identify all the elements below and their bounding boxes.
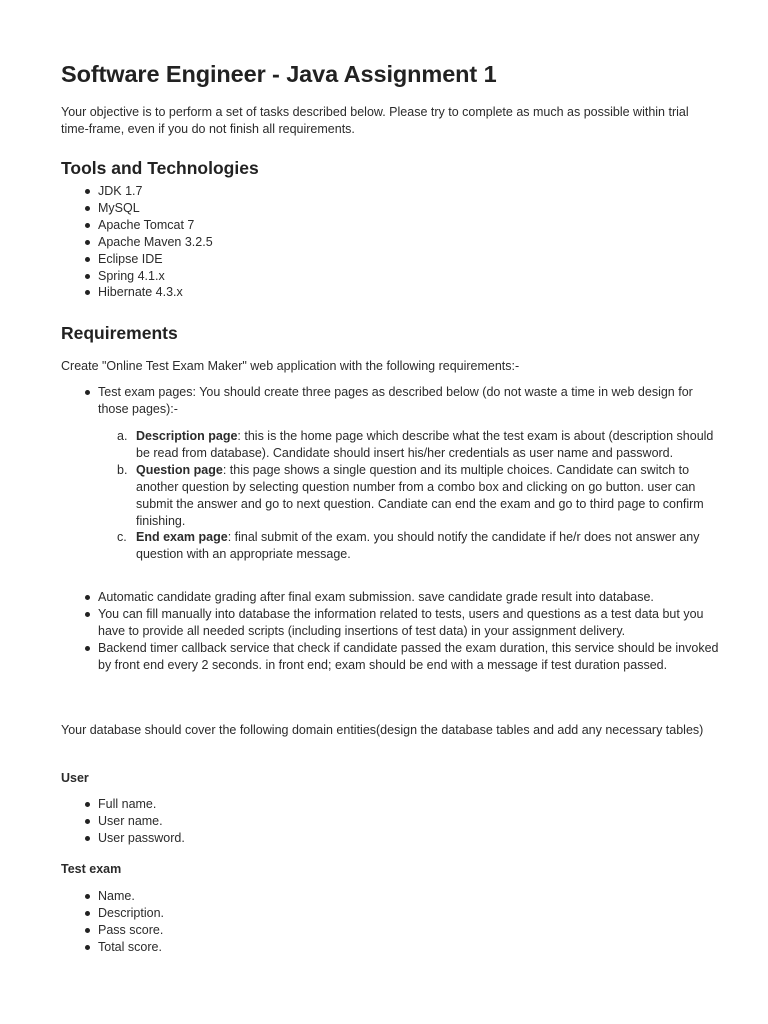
intro-paragraph: Your objective is to perform a set of tasks described below. Please try to complete as much as possible within trial time-frame, even if you do not finish all requirements.	[61, 105, 689, 136]
requirements-lead: Create "Online Test Exam Maker" web application with the following requirements:-	[61, 359, 520, 373]
list-item: Eclipse IDE	[61, 251, 721, 268]
page-term: End exam page	[136, 530, 228, 545]
list-marker: b.	[117, 462, 128, 477]
page-text: : this page shows a single question and its multiple choices. Candidate can switch to another question by selecting question number from a combo box and clicking on go button. user can submit the answer and go to next question. Candiate can end the exam and go to third page to confirm finishing.	[136, 462, 704, 528]
page-term: Description page	[136, 429, 238, 443]
list-item: User password.	[61, 830, 721, 847]
list-item: You can fill manually into database the information related to tests, users and questions as a test data but you have to provide all needed scripts (including insertions of test data) in your assignment delivery.	[61, 606, 721, 640]
list-item: Full name.	[61, 796, 721, 813]
database-lead: Your database should cover the following domain entities(design the database tables and add any necessary tables)	[61, 723, 704, 737]
list-item: Hibernate 4.3.x	[61, 284, 721, 301]
list-item: Backend timer callback service that check if candidate passed the exam duration, this service should be invoked by front end every 2 seconds. in front end; exam should be end with a message if test duration passed.	[61, 640, 721, 674]
list-item: Pass score.	[61, 922, 721, 939]
list-item: User name.	[61, 813, 721, 830]
list-item: Test exam pages: You should create three pages as described below (do not waste a time in web design for those pages):-	[61, 384, 721, 418]
page-text: : this is the home page which describe what the test exam is about (description should be read from database). Candidate should insert his/her credentials as user name and password.	[136, 429, 714, 460]
list-item: Automatic candidate grading after final exam submission. save candidate grade result into database.	[61, 589, 721, 606]
tools-list	[61, 183, 721, 301]
test-exam-list	[61, 888, 721, 956]
page-item-question	[61, 462, 721, 530]
list-item: Apache Tomcat 7	[61, 217, 721, 234]
list-item: Name.	[61, 888, 721, 905]
list-item: JDK 1.7	[61, 183, 721, 200]
user-heading: User	[61, 771, 89, 785]
list-marker: a.	[117, 429, 128, 443]
requirements-heading: Requirements	[61, 323, 178, 343]
list-item: Apache Maven 3.2.5	[61, 234, 721, 251]
list-item: Total score.	[61, 939, 721, 956]
page-term: Question page	[136, 462, 223, 477]
page-item-description	[61, 428, 721, 462]
test-exam-heading: Test exam	[61, 862, 122, 876]
page-text: : final submit of the exam. you should notify the candidate if he/r does not answer any question with an appropriate message.	[136, 530, 700, 562]
list-item: Spring 4.1.x	[61, 268, 721, 285]
tools-heading: Tools and Technologies	[61, 158, 259, 178]
list-marker: c.	[117, 530, 127, 545]
requirements-first-list	[61, 384, 721, 418]
list-item: Description.	[61, 905, 721, 922]
page-title: Software Engineer - Java Assignment 1	[61, 61, 497, 87]
user-list	[61, 796, 721, 847]
pages-list	[61, 428, 721, 563]
page-item-end-exam	[61, 529, 721, 563]
requirements-more-list	[61, 589, 721, 674]
list-item: MySQL	[61, 200, 721, 217]
